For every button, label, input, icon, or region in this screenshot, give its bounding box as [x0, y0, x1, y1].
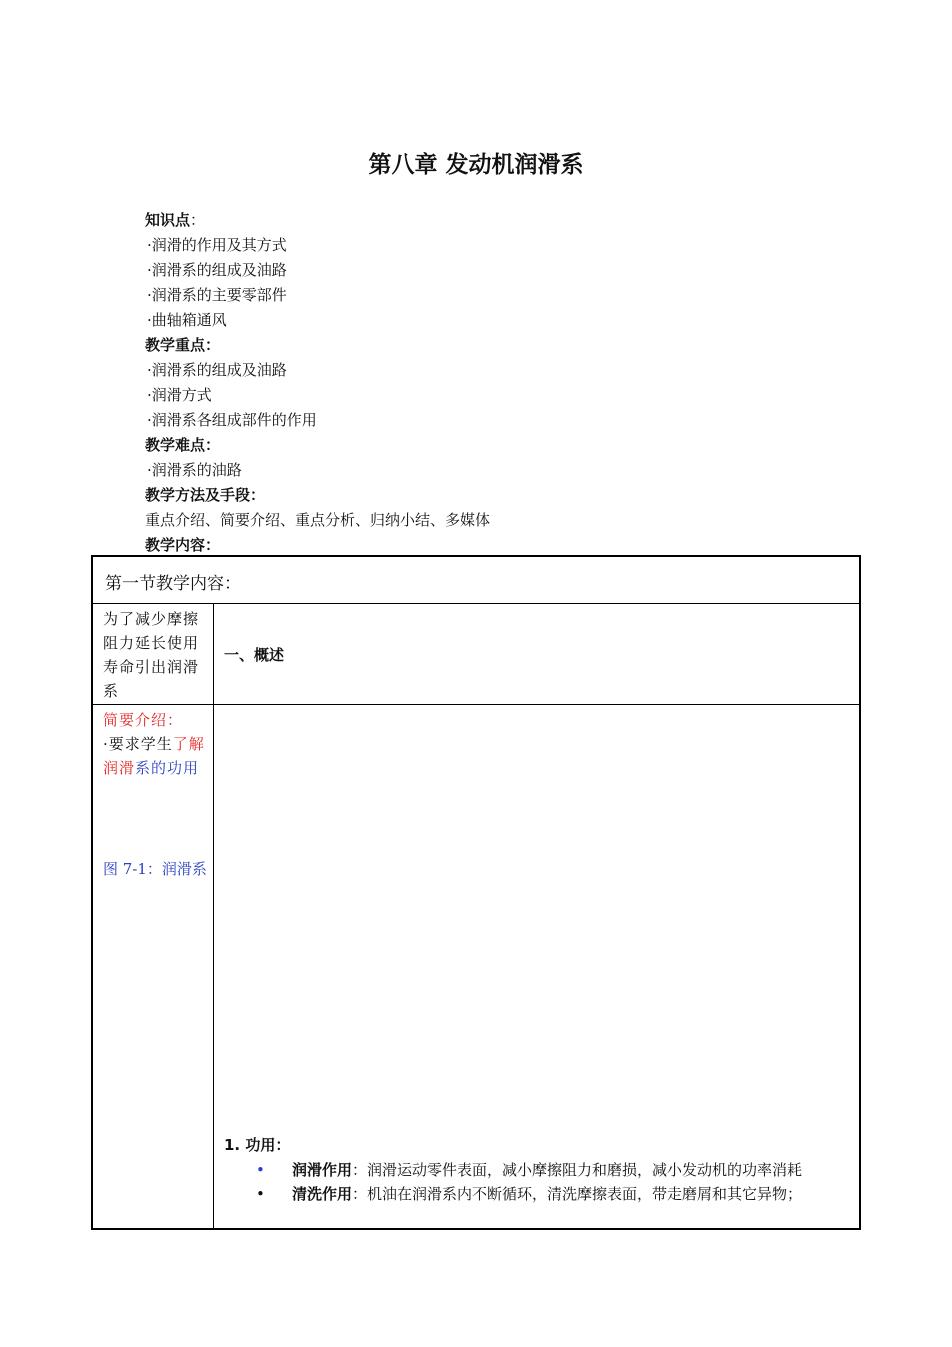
knowledge-item: ·润滑的作用及其方式: [147, 236, 287, 254]
function-section: [224, 1133, 854, 1206]
knowledge-item: ·润滑系的组成及油路: [147, 261, 287, 279]
bullet-icon: •: [256, 1185, 265, 1203]
content-heading: 教学内容：: [145, 536, 221, 554]
knowledge-heading: [145, 208, 845, 233]
note-prefix: ·要求学生: [103, 735, 173, 753]
overview-heading: 一、概述: [224, 646, 285, 664]
table-header-row: [93, 557, 859, 604]
page-title: 第八章 发动机润滑系: [368, 152, 584, 178]
knowledge-item: ·曲轴箱通风: [147, 311, 227, 329]
item-keyword: 润滑作用: [292, 1161, 353, 1179]
item-text: ：机油在润滑系内不断循环，清洗摩擦表面，带走磨屑和其它异物；: [352, 1185, 803, 1203]
item-text: ：润滑运动零件表面，减小摩擦阻力和磨损，减小发动机的功率消耗: [352, 1161, 803, 1179]
lesson-meta: [145, 208, 845, 558]
focus-item: ·润滑系各组成部件的作用: [147, 411, 317, 429]
note-body: [103, 732, 209, 780]
list-item: [224, 1158, 854, 1182]
side-note: [103, 708, 209, 780]
table-row: [93, 604, 859, 705]
item-keyword: 清洗作用: [292, 1185, 353, 1203]
note-highlight-red: 了解润滑: [103, 735, 205, 777]
figure-label: 图 7-1：润滑系: [103, 860, 207, 878]
focus-item: ·润滑方式: [147, 386, 212, 404]
knowledge-label: 知识点: [145, 211, 191, 229]
knowledge-item: ·润滑系的主要零部件: [147, 286, 287, 304]
difficulty-item: ·润滑系的油路: [147, 461, 242, 479]
focus-heading: 教学重点：: [145, 336, 221, 354]
side-note: 为了减少摩擦阻力延长使用寿命引出润滑系: [103, 610, 200, 700]
section-title: 第一节教学内容：: [105, 574, 241, 594]
lesson-table: [91, 555, 861, 1230]
function-heading: 1. 功用：: [224, 1136, 291, 1154]
note-highlight-blue: 系的功用: [135, 759, 200, 777]
knowledge-colon: ：: [190, 211, 206, 229]
bullet-icon: •: [256, 1161, 265, 1179]
focus-item: ·润滑系的组成及油路: [147, 361, 287, 379]
table-row: [93, 705, 859, 1228]
methods-heading: 教学方法及手段：: [145, 486, 266, 504]
difficulty-heading: 教学难点：: [145, 436, 221, 454]
note-title: 简要介绍：: [103, 711, 184, 729]
list-item: [224, 1182, 854, 1206]
methods-text: 重点介绍、简要介绍、重点分析、归纳小结、多媒体: [145, 511, 491, 529]
